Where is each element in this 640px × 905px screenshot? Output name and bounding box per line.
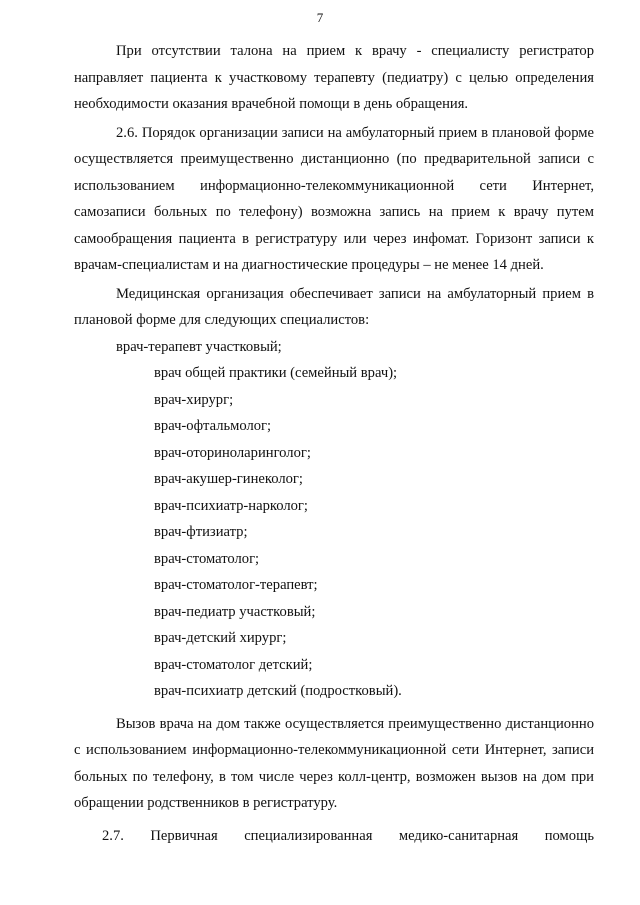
specialist-list [74, 360, 594, 705]
specialist-item: врач-стоматолог детский; [154, 656, 313, 673]
specialist-item: врач-детский хирург; [154, 630, 287, 646]
specialist-item-first: врач-терапевт участковый; [116, 338, 282, 355]
paragraph-2-6: 2.6. Порядок организации записи на амбулаторный прием в плановой форме осуществляется преимущественно дистанционно (по предварительной записи с использованием информационно-телекоммуникационной сети Интернет, самозаписи больных по телефону) возможна запись на прием к врачу путем самообращения пациента в регистратуру или через инфомат. Горизонт записи к врачам-специалистам и на диагностические процедуры – не менее 14 дней. [74, 124, 594, 273]
specialist-item: врач-стоматолог; [154, 550, 260, 567]
specialist-item: врач-фтизиатр; [154, 524, 248, 540]
word: Первичная [150, 827, 218, 844]
specialist-item: врач-хирург; [154, 391, 234, 408]
word: 2.7. [102, 827, 124, 844]
paragraph-2-7-start [74, 823, 594, 850]
document-body [74, 38, 594, 849]
word: медико-санитарная [398, 827, 519, 844]
specialist-item: врач-акушер-гинеколог; [154, 471, 303, 487]
word: специализированная [244, 827, 373, 844]
word: помощь [544, 827, 594, 844]
paragraph-specialists-intro: Медицинская организация обеспечивает записи на амбулаторный прием в плановой форме для следующих специалистов: [74, 285, 594, 328]
specialist-item: врач-педиатр участковый; [154, 603, 316, 620]
specialist-item: врач-психиатр детский (подростковый). [154, 683, 402, 699]
paragraph-home-visit: Вызов врача на дом также осуществляется преимущественно дистанционно с использованием информационно-телекоммуникационной сети Интернет, записи больных по телефону, в том числе через колл-центр, возможен вызов на дом при обращении родственников в регистратуру. [74, 715, 594, 811]
specialist-item: врач общей практики (семейный врач); [154, 365, 398, 381]
paragraph-referral: При отсутствии талона на прием к врачу - специалисту регистратор направляет пациента к участковому терапевту (педиатру) с целью определения необходимости оказания врачебной помощи в день обращения. [74, 43, 594, 112]
specialist-item: врач-оториноларинголог; [154, 444, 311, 461]
specialist-item: врач-психиатр-нарколог; [154, 497, 308, 514]
page-number: 7 [316, 10, 324, 25]
specialist-item: врач-стоматолог-терапевт; [154, 577, 318, 593]
specialist-item: врач-офтальмолог; [154, 418, 272, 434]
